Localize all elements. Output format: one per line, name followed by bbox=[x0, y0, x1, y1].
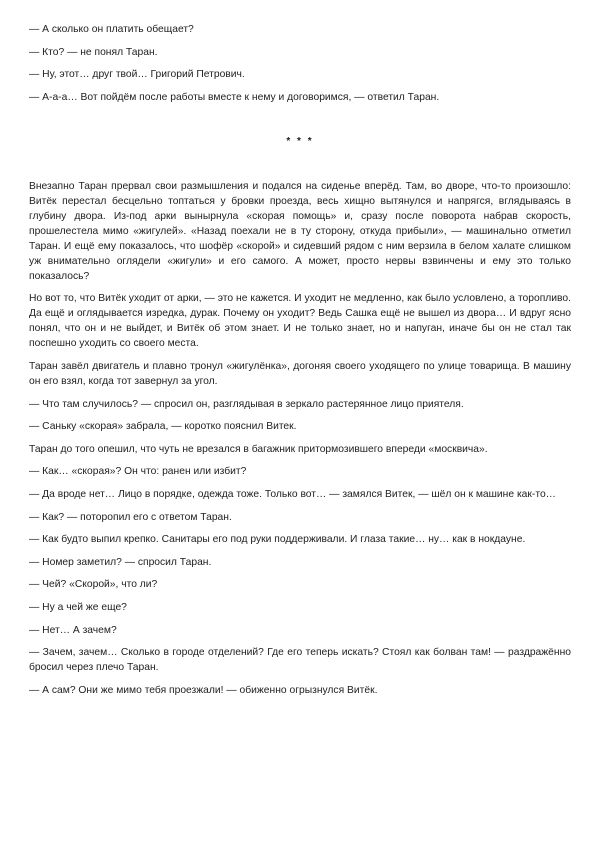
paragraph: Таран завёл двигатель и плавно тронул «жигулёнка», догоняя своего уходящего по улице товарища. В машину он его взял, когда тот завернул за угол. bbox=[29, 360, 571, 387]
paragraph: — Как… «скорая»? Он что: ранен или избит? bbox=[29, 466, 247, 478]
paragraph: Но вот то, что Витёк уходит от арки, — это не кажется. И уходит не медленно, как было условлено, а торопливо. Да ещё и оглядывается изредка, дурак. Почему он уходит? Ведь Сашка ещё не вышел из двора… И вдруг ясно понял, что он и не выйдет, и Витёк об этом знает. И не только знает, но и напуган, иначе бы он не стал так поспешно уходить со своего места. bbox=[29, 293, 571, 350]
dialogue-top bbox=[29, 22, 571, 105]
paragraph: — Номер заметил? — спросил Таран. bbox=[29, 556, 212, 568]
book-page bbox=[29, 22, 571, 705]
paragraph: — Как? — поторопил его с ответом Таран. bbox=[29, 511, 232, 523]
paragraph: — Саньку «скорая» забрала, — коротко пояснил Витек. bbox=[29, 421, 297, 433]
paragraph: — Зачем, зачем… Сколько в городе отделений? Где его теперь искать? Стоял как болван там! — раздражённо бросил через плечо Таран. bbox=[29, 647, 571, 674]
paragraph: — Что там случилось? — спросил он, разглядывая в зеркало растерянное лицо приятеля. bbox=[29, 398, 464, 410]
paragraph: — А сам? Они же мимо тебя проезжали! — обиженно огрызнулся Витёк. bbox=[29, 684, 378, 696]
paragraph: Таран до того опешил, что чуть не врезался в багажник притормозившего впереди «москвича». bbox=[29, 443, 488, 455]
paragraph: Внезапно Таран прервал свои размышления и подался на сиденье вперёд. Там, во дворе, что-то произошло: Витёк перестал бесцельно топтаться у бровки проезда, весь хищно вытянулся и напрягся, вглядываясь в глубину двора. Из-под арки вынырнула «скорая помощь» и, сразу после поворота набрав скорость, прошелестела мимо «жигулей». «Назад поехали не в ту сторону, откуда прибыли», — машинально отметил Таран. И ещё ему показалось, что шофёр «скорой» и сидевший рядом с ним верзила в белом халате слишком уж внимательно оглядели «жигули» и его самого. А может, просто нервы взвинчены и ему это только показалось? bbox=[29, 180, 571, 282]
paragraph: — Как будто выпил крепко. Санитары его под руки поддерживали. И глаза такие… ну… как в нокдауне. bbox=[29, 534, 526, 546]
section-separator: * * * bbox=[286, 135, 314, 147]
paragraph: — Ну, этот… друг твой… Григорий Петрович. bbox=[29, 69, 245, 81]
paragraph: — А сколько он платить обещает? bbox=[29, 24, 194, 35]
paragraph: — Чей? «Скорой», что ли? bbox=[29, 579, 158, 591]
paragraph: — Ну а чей же еще? bbox=[29, 601, 127, 613]
paragraph: — Да вроде нет… Лицо в порядке, одежда тоже. Только вот… — замялся Витек, — шёл он к машине как-то… bbox=[29, 488, 556, 500]
section-body bbox=[29, 179, 571, 698]
paragraph: — Нет… А зачем? bbox=[29, 624, 117, 636]
paragraph: — А-а-а… Вот пойдём после работы вместе к нему и договоримся, — ответил Таран. bbox=[29, 91, 440, 103]
paragraph: — Кто? — не понял Таран. bbox=[29, 46, 158, 58]
